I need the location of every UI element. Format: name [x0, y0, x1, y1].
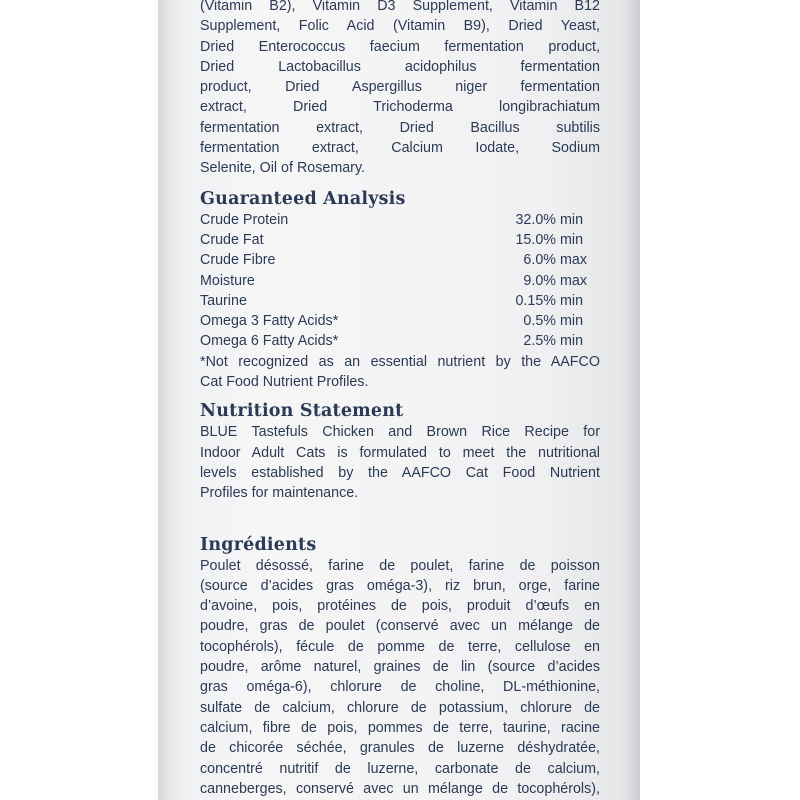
analysis-row [200, 250, 600, 270]
analysis-value: 9.0% [523, 272, 556, 289]
nutrition-statement-heading: Nutrition Statement [200, 401, 404, 422]
ingredients-line: product, Dried Aspergillus niger fermentation [200, 79, 600, 96]
ingredients-line: fermentation extract, Dried Bacillus subtilis [200, 119, 600, 136]
ingredients-fr-line: canneberges, conservé avec un mélange de tocophérols), [200, 780, 600, 797]
analysis-nutrient: Crude Fat [200, 231, 264, 248]
analysis-nutrient: Omega 3 Fatty Acids* [200, 313, 339, 330]
ingredients-line: extract, Dried Trichoderma longibrachiatum [200, 99, 600, 116]
analysis-row [200, 331, 600, 351]
statement-line: levels established by the AAFCO Cat Food Nutrient [200, 464, 600, 481]
ingredients-fr-line: tocophérols), fécule de pomme de terre, cellulose en [200, 638, 600, 655]
ingredients-line: (Vitamin B2), Vitamin D3 Supplement, Vitamin B12 [200, 0, 600, 14]
analysis-unit: min [560, 333, 584, 350]
ingredients-fr-line: poudre, gras de poulet (conservé avec un mélange de [200, 618, 600, 635]
ingredients-fr-line: poudre, arôme naturel, graines de lin (source d’acides [200, 659, 600, 676]
ingredients-fr-text [200, 556, 600, 800]
ingredients-fr-line: d’avoine, pois, protéines de pois, produit d’œufs en [200, 598, 600, 615]
ingredients-line: Selenite, Oil of Rosemary. [200, 160, 366, 177]
ingredients-fr-line: (source d’acides gras oméga-3), riz brun, orge, farine [200, 577, 600, 594]
ingredients-fr-heading: Ingrédients [200, 534, 317, 555]
analysis-nutrient: Taurine [200, 292, 247, 309]
analysis-row [200, 271, 600, 291]
ingredients-fr-line: concentré nutritif de luzerne, carbonate de calcium, [200, 760, 600, 777]
analysis-value: 2.5% [523, 333, 556, 350]
analysis-unit: min [560, 211, 584, 228]
footnote-line: Cat Food Nutrient Profiles. [200, 374, 369, 391]
analysis-footnote [200, 352, 600, 393]
ingredients-line: Dried Lactobacillus acidophilus fermentation [200, 58, 600, 75]
analysis-row [200, 230, 600, 250]
guaranteed-analysis-heading: Guaranteed Analysis [200, 188, 406, 209]
ingredients-line: Dried Enterococcus faecium fermentation product, [200, 38, 600, 55]
analysis-row [200, 291, 600, 311]
ingredients-fr-line: gras oméga-6), chlorure de choline, DL-méthionine, [200, 679, 600, 696]
ingredients-continued [200, 0, 600, 179]
analysis-unit: min [560, 313, 584, 330]
nutrition-statement-text [200, 422, 600, 503]
analysis-unit: max [560, 252, 588, 269]
ingredients-line: Supplement, Folic Acid (Vitamin B9), Dried Yeast, [200, 18, 600, 35]
analysis-value: 15.0% [515, 231, 556, 248]
ingredients-fr-line: calcium, fibre de pois, pommes de terre, taurine, racine [200, 719, 600, 736]
analysis-unit: max [560, 272, 588, 289]
ingredients-fr-line: Poulet désossé, farine de poulet, farine de poisson [200, 557, 600, 574]
analysis-nutrient: Crude Fibre [200, 252, 276, 269]
analysis-row [200, 210, 600, 230]
ingredients-fr-line: de chicorée séchée, granules de luzerne déshydratée, [200, 740, 600, 757]
analysis-value: 0.5% [523, 313, 556, 330]
analysis-value: 6.0% [523, 252, 556, 269]
ingredients-fr-line: sulfate de calcium, chlorure de potassium, chlorure de [200, 699, 600, 716]
guaranteed-analysis-table [200, 210, 600, 352]
analysis-nutrient: Crude Protein [200, 211, 289, 228]
statement-line: Profiles for maintenance. [200, 485, 359, 502]
analysis-value: 32.0% [515, 211, 556, 228]
analysis-nutrient: Moisture [200, 272, 255, 289]
analysis-nutrient: Omega 6 Fatty Acids* [200, 333, 339, 350]
analysis-value: 0.15% [515, 292, 556, 309]
footnote-line: *Not recognized as an essential nutrient by the AAFCO [200, 353, 600, 370]
statement-line: BLUE Tastefuls Chicken and Brown Rice Recipe for [200, 424, 600, 441]
analysis-row [200, 311, 600, 331]
analysis-unit: min [560, 231, 584, 248]
label-content [200, 0, 600, 799]
statement-line: Indoor Adult Cats is formulated to meet the nutritional [200, 444, 600, 461]
analysis-unit: min [560, 292, 584, 309]
ingredients-line: fermentation extract, Calcium Iodate, Sodium [200, 140, 600, 157]
